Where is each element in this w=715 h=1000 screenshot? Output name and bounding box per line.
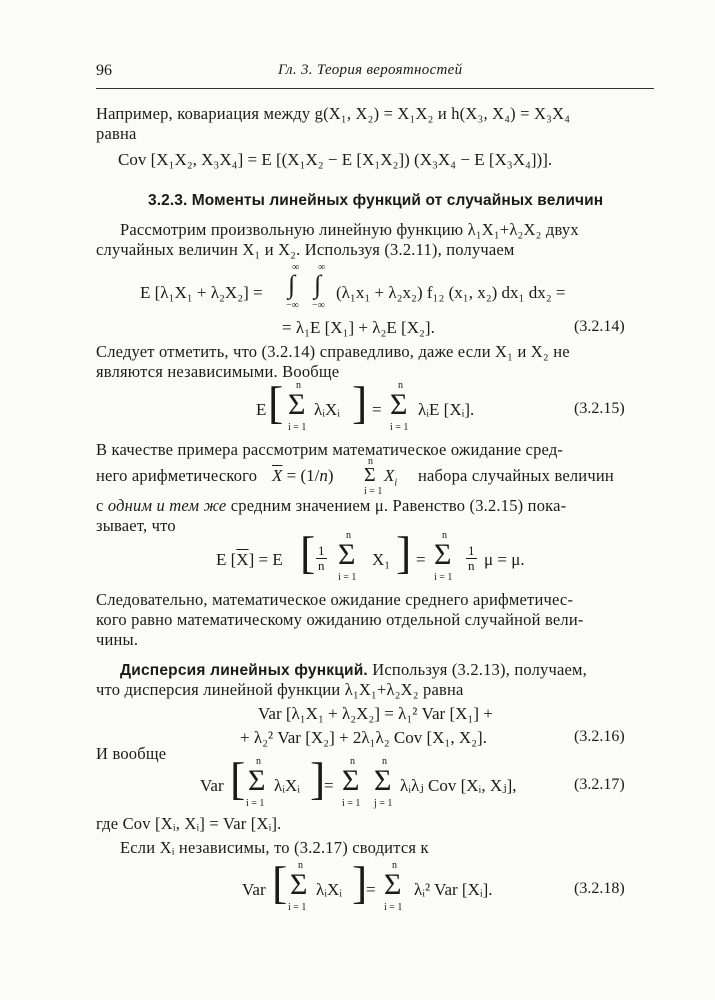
eq17-number: (3.2.17) [574,776,625,793]
header-rule [96,88,654,89]
sum-rhs: λᵢλⱼ Cov [Xᵢ, Xⱼ], [400,776,517,795]
sum-upper: n [256,756,261,767]
sum-sign: Σ [248,764,266,797]
sum-lower: i = 1 [390,422,409,433]
lower-limit: −∞ [312,300,325,311]
fraction-1-over-n: $\frac{1}{n}$ [468,543,475,574]
section-heading: 3.2.3. Моменты линейных функций от случайных величин [148,192,604,209]
integral-sign: ∫ [314,270,322,299]
eq14-number: (3.2.14) [574,318,625,335]
sum-term: X₁ [372,550,391,569]
mean-definition: $\overline{X} = (1/n)$ n Σ i = 1 $X_i$ [272,456,398,497]
equals-sign: = [372,400,382,419]
variance-symbol: Var [200,776,224,795]
eq15 [256,377,516,436]
eq14-lhs: E [λ₁X₁ + λ₂X₂] = [140,283,263,302]
right-bracket: ] [352,377,368,428]
running-head: Гл. 3. Теория вероятностей [278,62,463,78]
eq14-integrand: (λ₁x₁ + λ₂x₂) f₁₂ (x₁, x₂) dx₁ dx₂ = [336,283,566,302]
upper-limit: ∞ [292,262,300,273]
text-line: набора случайных величин [418,466,614,485]
variance-symbol: Var [242,880,266,899]
eq16-number: (3.2.16) [574,728,625,745]
fraction-1-over-n: $\frac{1}{n}$ [318,543,325,574]
sum-lower: i = 1 [384,902,403,913]
text-line: Следовательно, математическое ожидание среднего арифметичес- [96,590,574,609]
text-line: Например, ковариация между g(X₁, X₂) = X₁X₂ и h(X₃, X₄) = X₃X₄ [96,104,571,123]
sum-lower: i = 1 [434,572,453,583]
eq15-number: (3.2.15) [574,400,625,417]
sum-upper: n [298,860,303,871]
sum-upper: n [382,756,387,767]
sum-sign: Σ [434,538,452,571]
sum-lower: i = 1 [288,422,307,433]
sum-lower: j = 1 [374,798,393,809]
sum-lower: i = 1 [342,798,361,809]
text-line: равна [96,124,137,143]
italic-phrase: одним и тем же [107,496,227,515]
text-line: случайных величин X₁ и X₂. Используя (3.2.11), получаем [96,240,515,259]
double-integral [286,262,332,310]
eq17: Var [ n Σ i = 1 λᵢXᵢ ] = n Σ i = 1 n Σ j = 1 λᵢλⱼ Cov [Xᵢ, Xⱼ], [200,753,517,809]
upper-limit: ∞ [318,262,326,273]
lower-limit: −∞ [286,300,299,311]
sum-lower: i = 1 [288,902,307,913]
text-line: чины. [96,630,139,649]
sum-term: λᵢXᵢ [274,776,301,795]
text-line [120,660,587,680]
sum-upper: n [346,530,351,541]
text-line: являются независимыми. Вообще [96,362,340,381]
text-fragment: средним значением μ. Равенство (3.2.15) пока- [230,496,567,515]
text-line: него арифметического [96,466,258,485]
text-line: В качестве примера рассмотрим математическое ожидание сред- [96,440,564,459]
text-line: И вообще [96,744,167,763]
text-fragment: Используя (3.2.13), получаем, [367,660,588,679]
sum-sign: Σ [390,388,408,421]
mean-expectation-eq: E $[\overline{X}] = E$ [ $\frac{1}{n}$ n Σ i = 1 X₁ ] = n Σ i = 1 $\frac{1}{n}$ μ = μ. [216,527,525,583]
sum-upper: n [442,530,447,541]
paragraph-title: Дисперсия линейных функций. [120,662,368,679]
sum-sign: Σ [384,868,402,901]
sum-upper: n [296,380,301,391]
sum-upper: n [350,756,355,767]
text-line: Рассмотрим произвольную линейную функцию λ₁X₁+λ₂X₂ двух [120,220,579,239]
sum-lower: i = 1 [246,798,265,809]
text-line: кого равно математическому ожиданию отдельной случайной вели- [96,610,584,629]
sum-rhs: λᵢ² Var [Xᵢ]. [414,880,493,899]
text-line: Следует отметить, что (3.2.14) справедливо, даже если X₁ и X₂ не [96,342,570,361]
text-line: зывает, что [96,516,176,535]
left-bracket: [ [268,377,284,428]
equation-cov: Cov [X₁X₂, X₃X₄] = E [(X₁X₂ − E [X₁X₂]) (X₃X₄ − E [X₃X₄])]. [118,150,553,169]
sum-term: λᵢXᵢ [316,880,343,899]
sum-sign: Σ [374,764,392,797]
sum-sign: Σ [290,868,308,901]
sum-rhs: λᵢE [Xᵢ]. [418,400,475,419]
eq16-line1: Var [λ₁X₁ + λ₂X₂] = λ₁² Var [X₁] + [258,704,493,723]
text-line [96,496,566,516]
sum-sign: Σ [342,764,360,797]
sum-sign: Σ [288,388,306,421]
sum-upper: n [392,860,397,871]
eq14-result: = λ₁E [X₁] + λ₂E [X₂]. [282,318,435,337]
eq16-line2: + λ₂² Var [X₂] + 2λ₁λ₂ Cov [X₁, X₂]. [240,728,487,747]
text-line: что дисперсия линейной функции λ₁X₁+λ₂X₂ равна [96,680,464,699]
expectation-symbol: E [256,400,267,419]
sum-upper: n [398,380,403,391]
sum-sign: Σ [338,538,356,571]
eq18-number: (3.2.18) [574,880,625,897]
sum-term: λᵢXᵢ [314,400,341,419]
eq18: Var [ n Σ i = 1 λᵢXᵢ ] = n Σ i = 1 λᵢ² Var [Xᵢ]. [242,857,493,913]
sum-sign: Σ [364,464,376,486]
mean-result: μ = μ. [484,550,525,569]
page-number: 96 [96,62,112,79]
sum-lower: i = 1 [338,572,357,583]
integral-sign: ∫ [288,270,296,299]
sum-upper: n [368,456,373,467]
sum-lower: i = 1 [364,486,383,497]
text-fragment: с [96,496,104,515]
text-line: Если Xᵢ независимы, то (3.2.17) сводится к [120,838,429,857]
text-line: где Cov [Xᵢ, Xᵢ] = Var [Xᵢ]. [96,814,282,833]
